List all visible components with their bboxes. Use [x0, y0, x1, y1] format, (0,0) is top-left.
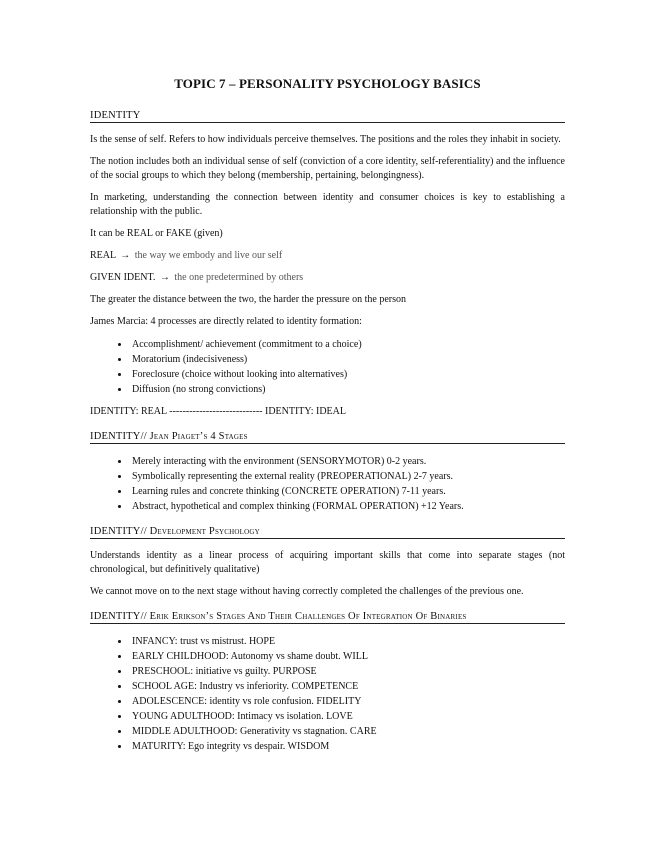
given-description: the one predetermined by others	[174, 272, 304, 283]
list-item: • Abstract, hypothetical and complex thinking (FORMAL OPERATION) +12 Years.	[130, 499, 565, 514]
paragraph: The greater the distance between the two, the harder the pressure on the person	[90, 294, 406, 305]
section-heading-identity: IDENTITY	[90, 110, 565, 123]
list-item: • YOUNG ADULTHOOD: Intimacy vs isolation. LOVE	[130, 709, 565, 724]
page-title: TOPIC 7 – PERSONALITY PSYCHOLOGY BASICS	[174, 76, 481, 91]
list-item: • PRESCHOOL: initiative vs guilty. PURPOSE	[130, 664, 565, 679]
section-heading-development: IDENTITY// Development Psychology	[90, 526, 565, 539]
list-item: • MATURITY: Ego integrity vs despair. WISDOM	[130, 739, 565, 754]
list-item: • Foreclosure (choice without looking into alternatives)	[130, 367, 565, 382]
arrow-right-icon: →	[120, 250, 131, 261]
list-item: • Merely interacting with the environment (SENSORYMOTOR) 0-2 years.	[130, 454, 565, 469]
given-definition	[90, 271, 565, 285]
real-label: REAL	[90, 250, 116, 261]
list-item: • ADOLESCENCE: identity vs role confusion. FIDELITY	[130, 694, 565, 709]
paragraph: Understands identity as a linear process of acquiring important skills that come into separate stages (not chronological, but definitively qualitative)	[90, 550, 565, 575]
list-item: • Accomplishment/ achievement (commitment to a choice)	[130, 337, 565, 352]
section-heading-erikson: IDENTITY// Erik Erikson’s Stages And Their Challenges Of Integration Of Binaries	[90, 611, 565, 624]
paragraph: Is the sense of self. Refers to how individuals perceive themselves. The positions and the roles they inhabit in society.	[90, 134, 561, 145]
marcia-process-list	[90, 337, 565, 397]
paragraph: The notion includes both an individual sense of self (conviction of a core identity, self-referentiality) and the influence of the social groups to which they belong (membership, pertaining, belongingness).	[90, 156, 565, 181]
list-item: • SCHOOL AGE: Industry vs inferiority. COMPETENCE	[130, 679, 565, 694]
paragraph: We cannot move on to the next stage without having correctly completed the challenges of the previous one.	[90, 586, 524, 597]
list-item: • Symbolically representing the external reality (PREOPERATIONAL) 2-7 years.	[130, 469, 565, 484]
identity-spectrum: IDENTITY: REAL ---------------------------- IDENTITY: IDEAL	[90, 406, 346, 417]
list-item: • INFANCY: trust vs mistrust. HOPE	[130, 634, 565, 649]
list-item: • Diffusion (no strong convictions)	[130, 382, 565, 397]
given-label: GIVEN IDENT.	[90, 272, 156, 283]
real-definition	[90, 249, 565, 263]
real-description: the way we embody and live our self	[134, 250, 283, 261]
list-item: • Learning rules and concrete thinking (CONCRETE OPERATION) 7-11 years.	[130, 484, 565, 499]
list-item: • MIDDLE ADULTHOOD: Generativity vs stagnation. CARE	[130, 724, 565, 739]
paragraph: James Marcia: 4 processes are directly related to identity formation:	[90, 316, 362, 327]
piaget-stage-list	[90, 454, 565, 514]
section-heading-piaget: IDENTITY// Jean Piaget’s 4 Stages	[90, 431, 565, 444]
list-item: • Moratorium (indecisiveness)	[130, 352, 565, 367]
paragraph: In marketing, understanding the connection between identity and consumer choices is key to establishing a relationship with the public.	[90, 192, 565, 217]
arrow-right-icon: →	[159, 272, 170, 283]
list-item: • EARLY CHILDHOOD: Autonomy vs shame doubt. WILL	[130, 649, 565, 664]
paragraph: It can be REAL or FAKE (given)	[90, 228, 223, 239]
erikson-stage-list	[90, 634, 565, 754]
